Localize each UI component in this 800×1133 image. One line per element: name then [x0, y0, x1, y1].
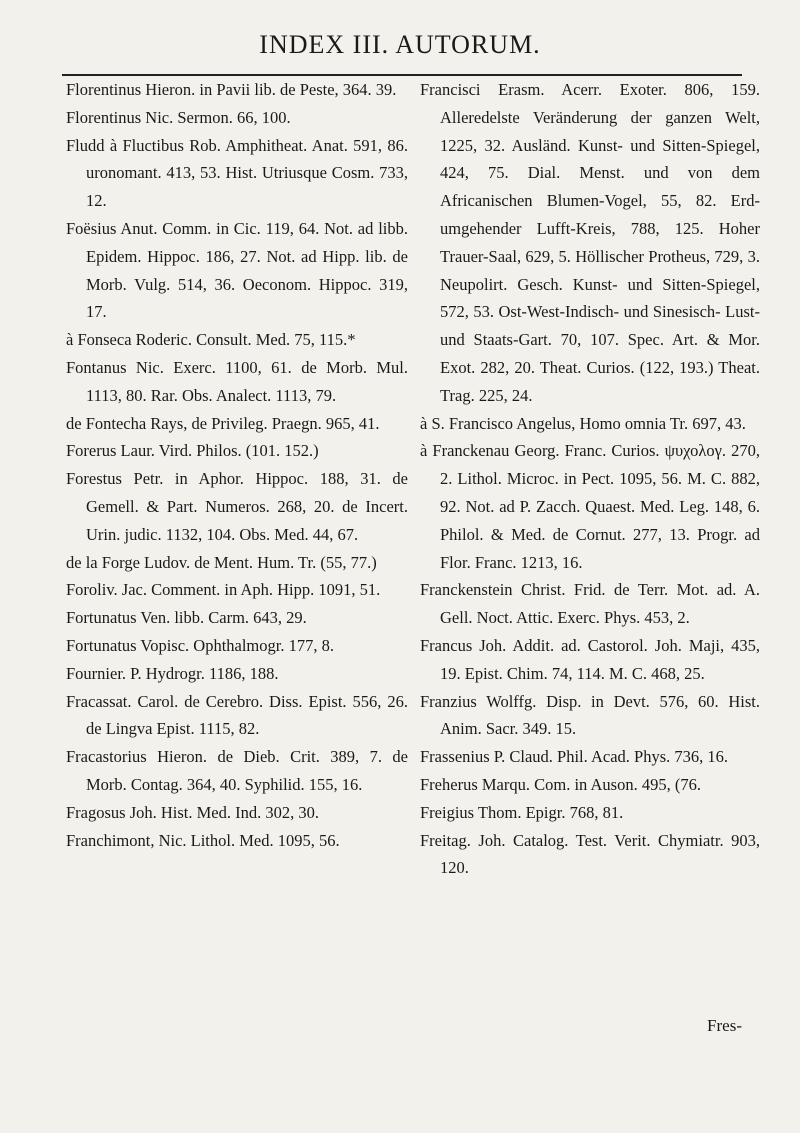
index-entry: Fragosus Joh. Hist. Med. Ind. 302, 30.: [66, 802, 320, 822]
index-entry: Freitag. Joh. Catalog. Test. Verit. Chymiatr. 903, 120.: [420, 830, 760, 878]
index-entry: Francus Joh. Addit. ad. Castorol. Joh. Maji, 435, 19. Epist. Chim. 74, 114. M. C. 468, 25.: [420, 635, 760, 683]
index-entry: Florentinus Nic. Sermon. 66, 100.: [66, 107, 291, 127]
index-entry: Francisci Erasm. Acerr. Exoter. 806, 159. Alleredelste Veränderung der ganzen Welt, 1225, 32. Ausländ. Kunst- und Sitten-Spiegel, 424, 75. Dial. Menst. und von dem Africanischen Blumen-Vogel, 55, 82. Erd-umgehender Lufft-Kreis, 788, 125. Hoher Trauer-Saal, 629, 5. Höllischer Protheus, 729, 3. Neupolirt. Gesch. Kunst- und Sitten-Spiegel, 572, 53. Ost-West-Indisch- und Sinesisch- Lust- und Staats-Gart. 70, 107. Spec. Art. & Mor. Exot. 282, 20. Theat. Curios. (122, 193.) Theat. Trag. 225, 24.: [420, 80, 760, 405]
index-entry: Fludd à Fluctibus Rob. Amphitheat. Anat. 591, 86. uronomant. 413, 53. Hist. Utriusque Cosm. 733, 12.: [66, 135, 408, 211]
index-entry: Fracassat. Carol. de Cerebro. Diss. Epist. 556, 26. de Lingva Epist. 1115, 82.: [66, 691, 408, 739]
index-entry: à S. Francisco Angelus, Homo omnia Tr. 697, 43.: [420, 413, 746, 433]
index-entry: Foësius Anut. Comm. in Cic. 119, 64. Not. ad libb. Epidem. Hippoc. 186, 27. Not. ad Hipp. lib. de Morb. Vulg. 514, 36. Oeconom. Hippoc. 319, 17.: [66, 218, 408, 322]
index-entry: Frassenius P. Claud. Phil. Acad. Phys. 736, 16.: [420, 747, 729, 767]
index-entry: Fontanus Nic. Exerc. 1100, 61. de Morb. Mul. 1113, 80. Rar. Obs. Analect. 1113, 79.: [66, 357, 408, 405]
catchword: Fres-: [707, 1016, 742, 1035]
index-entry: Fournier. P. Hydrogr. 1186, 188.: [66, 663, 279, 683]
index-entry: Freigius Thom. Epigr. 768, 81.: [420, 802, 624, 822]
page-header: INDEX III. AUTORUM.: [259, 30, 541, 59]
index-entry: Freherus Marqu. Com. in Auson. 495, (76.: [420, 774, 701, 794]
index-entry: Fortunatus Ven. libb. Carm. 643, 29.: [66, 608, 307, 628]
index-entry: de Fontecha Rays, de Privileg. Praegn. 965, 41.: [66, 413, 380, 433]
index-entry: Forerus Laur. Vird. Philos. (101. 152.): [66, 441, 319, 461]
index-entry: Franckenstein Christ. Frid. de Terr. Mot. ad. A. Gell. Noct. Attic. Exerc. Phys. 453, 2.: [420, 580, 760, 628]
index-entry: Fortunatus Vopisc. Ophthalmogr. 177, 8.: [66, 635, 334, 655]
index-entry: Florentinus Hieron. in Pavii lib. de Peste, 364. 39.: [66, 80, 397, 99]
index-entry: à Franckenau Georg. Franc. Curios. ψυχολογ. 270, 2. Lithol. Microc. in Pect. 1095, 56. M. C. 882, 92. Not. ad P. Zacch. Quaest. Med. Leg. 148, 6. Philol. & Med. de Cornut. 277, 13. Progr. ad Flor. Franc. 1213, 16.: [420, 441, 760, 572]
index-entry: à Fonseca Roderic. Consult. Med. 75, 115.*: [66, 330, 356, 350]
index-entry: Foroliv. Jac. Comment. in Aph. Hipp. 1091, 51.: [66, 580, 381, 600]
index-entry: Fracastorius Hieron. de Dieb. Crit. 389, 7. de Morb. Contag. 364, 40. Syphilid. 155, 16.: [66, 747, 408, 794]
index-entry: Franchimont, Nic. Lithol. Med. 1095, 56.: [66, 830, 340, 850]
left-column: [66, 76, 408, 1073]
right-column: [420, 76, 760, 1073]
index-entry: Franzius Wolffg. Disp. in Devt. 576, 60. Hist. Anim. Sacr. 349. 15.: [420, 691, 760, 739]
index-entry: de la Forge Ludov. de Ment. Hum. Tr. (55, 77.): [66, 552, 377, 572]
index-entry: Forestus Petr. in Aphor. Hippoc. 188, 31. de Gemell. & Part. Numeros. 268, 20. de Incert. Urin. judic. 1132, 104. Obs. Med. 44, 67.: [66, 469, 408, 544]
